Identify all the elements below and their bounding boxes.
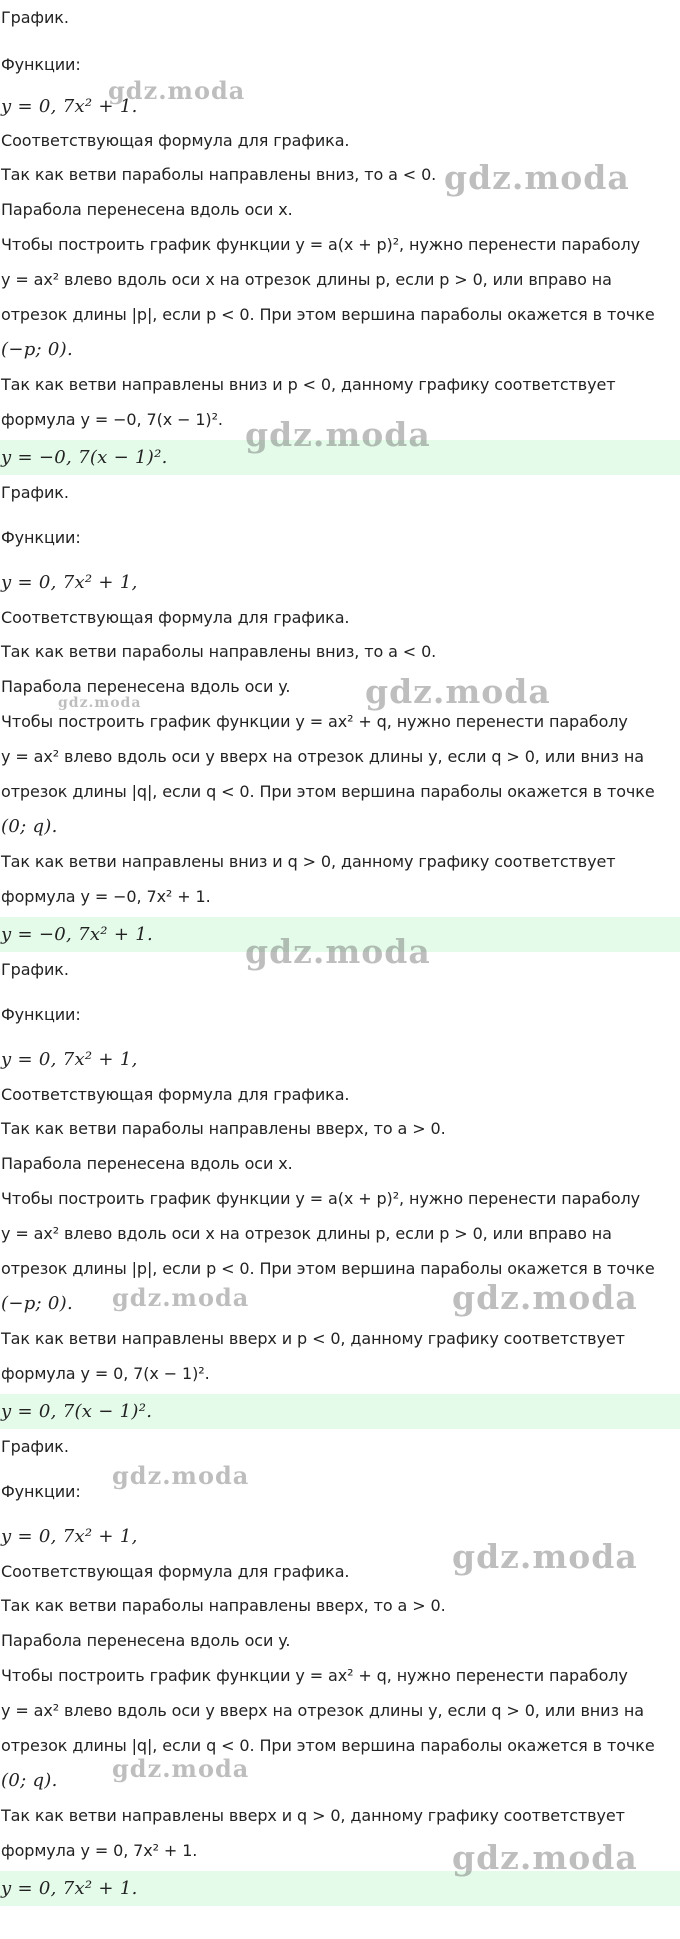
answer-highlight: y = −0, 7(x − 1)². <box>0 440 680 475</box>
watermark-logo: gdz.moda <box>444 158 630 197</box>
watermark-logo: gdz.moda <box>245 415 431 454</box>
branches-direction: Так как ветви параболы направлены вверх, то a > 0. <box>1 1119 446 1138</box>
heading-functions: Функции: <box>1 528 81 547</box>
explanation-line-3: отрезок длины |q|, если q < 0. При этом вершина параболы окажется в точке <box>1 782 655 801</box>
watermark-logo: gdz.moda <box>452 1537 638 1576</box>
conclusion-formula: формула y = −0, 7x² + 1. <box>1 887 211 906</box>
formula-caption: Соответствующая формула для графика. <box>1 608 350 627</box>
function-formula: y = 0, 7x² + 1, <box>1 1049 138 1070</box>
watermark-logo: gdz.moda <box>112 1283 250 1312</box>
heading-functions: Функции: <box>1 1005 81 1024</box>
explanation-line-3: отрезок длины |q|, если q < 0. При этом вершина параболы окажется в точке <box>1 1736 655 1755</box>
explanation-line-2: y = ax² влево вдоль оси x на отрезок длины p, если p > 0, или вправо на <box>1 1224 612 1243</box>
answer-highlight: y = −0, 7x² + 1. <box>0 917 680 952</box>
heading-graph: График. <box>1 8 69 27</box>
conclusion-line: Так как ветви направлены вверх и p < 0, данному графику соответствует <box>1 1329 625 1348</box>
explanation-line-3: отрезок длины |p|, если p < 0. При этом вершина параболы окажется в точке <box>1 1259 655 1278</box>
watermark-logo: gdz.moda <box>452 1838 638 1877</box>
heading-graph: График. <box>1 483 69 502</box>
watermark-logo: gdz.moda <box>112 1461 250 1490</box>
explanation-line-2: y = ax² влево вдоль оси x на отрезок длины p, если p > 0, или вправо на <box>1 270 612 289</box>
shift-axis: Парабола перенесена вдоль оси y. <box>1 1631 291 1650</box>
vertex-point: (0; q). <box>1 816 58 837</box>
watermark-logo: gdz.moda <box>108 76 246 105</box>
shift-axis: Парабола перенесена вдоль оси y. <box>1 677 291 696</box>
function-formula: y = 0, 7x² + 1, <box>1 572 138 593</box>
watermark-logo: gdz.moda <box>58 695 142 711</box>
branches-direction: Так как ветви параболы направлены вниз, то a < 0. <box>1 642 437 661</box>
conclusion-formula: формула y = 0, 7x² + 1. <box>1 1841 198 1860</box>
explanation-line-1: Чтобы построить график функции y = ax² + q, нужно перенести параболу <box>1 1666 628 1685</box>
conclusion-formula: формула y = 0, 7(x − 1)². <box>1 1364 210 1383</box>
conclusion-line: Так как ветви направлены вниз и p < 0, данному графику соответствует <box>1 375 616 394</box>
watermark-logo: gdz.moda <box>245 932 431 971</box>
branches-direction: Так как ветви параболы направлены вниз, то a < 0. <box>1 165 437 184</box>
vertex-point: (−p; 0). <box>1 1293 74 1314</box>
function-formula: y = 0, 7x² + 1. <box>1 96 138 117</box>
watermark-logo: gdz.moda <box>112 1754 250 1783</box>
heading-graph: График. <box>1 960 69 979</box>
formula-caption: Соответствующая формула для графика. <box>1 1562 350 1581</box>
vertex-point: (0; q). <box>1 1770 58 1791</box>
conclusion-formula: формула y = −0, 7(x − 1)². <box>1 410 223 429</box>
explanation-line-1: Чтобы построить график функции y = ax² + q, нужно перенести параболу <box>1 712 628 731</box>
answer-highlight: y = 0, 7x² + 1. <box>0 1871 680 1906</box>
branches-direction: Так как ветви параболы направлены вверх, то a > 0. <box>1 1596 446 1615</box>
formula-caption: Соответствующая формула для графика. <box>1 131 350 150</box>
explanation-line-2: y = ax² влево вдоль оси y вверх на отрезок длины y, если q > 0, или вниз на <box>1 1701 644 1720</box>
function-formula: y = 0, 7x² + 1, <box>1 1526 138 1547</box>
answer-highlight: y = 0, 7(x − 1)². <box>0 1394 680 1429</box>
shift-axis: Парабола перенесена вдоль оси x. <box>1 1154 293 1173</box>
heading-graph: График. <box>1 1437 69 1456</box>
explanation-line-1: Чтобы построить график функции y = a(x + p)², нужно перенести параболу <box>1 1189 641 1208</box>
heading-functions: Функции: <box>1 55 81 74</box>
watermark-logo: gdz.moda <box>365 672 551 711</box>
watermark-logo: gdz.moda <box>452 1278 638 1317</box>
explanation-line-2: y = ax² влево вдоль оси y вверх на отрезок длины y, если q > 0, или вниз на <box>1 747 644 766</box>
conclusion-line: Так как ветви направлены вверх и q > 0, данному графику соответствует <box>1 1806 625 1825</box>
heading-functions: Функции: <box>1 1482 81 1501</box>
explanation-line-3: отрезок длины |p|, если p < 0. При этом вершина параболы окажется в точке <box>1 305 655 324</box>
shift-axis: Парабола перенесена вдоль оси x. <box>1 200 293 219</box>
conclusion-line: Так как ветви направлены вниз и q > 0, данному графику соответствует <box>1 852 616 871</box>
vertex-point: (−p; 0). <box>1 339 74 360</box>
formula-caption: Соответствующая формула для графика. <box>1 1085 350 1104</box>
explanation-line-1: Чтобы построить график функции y = a(x + p)², нужно перенести параболу <box>1 235 641 254</box>
